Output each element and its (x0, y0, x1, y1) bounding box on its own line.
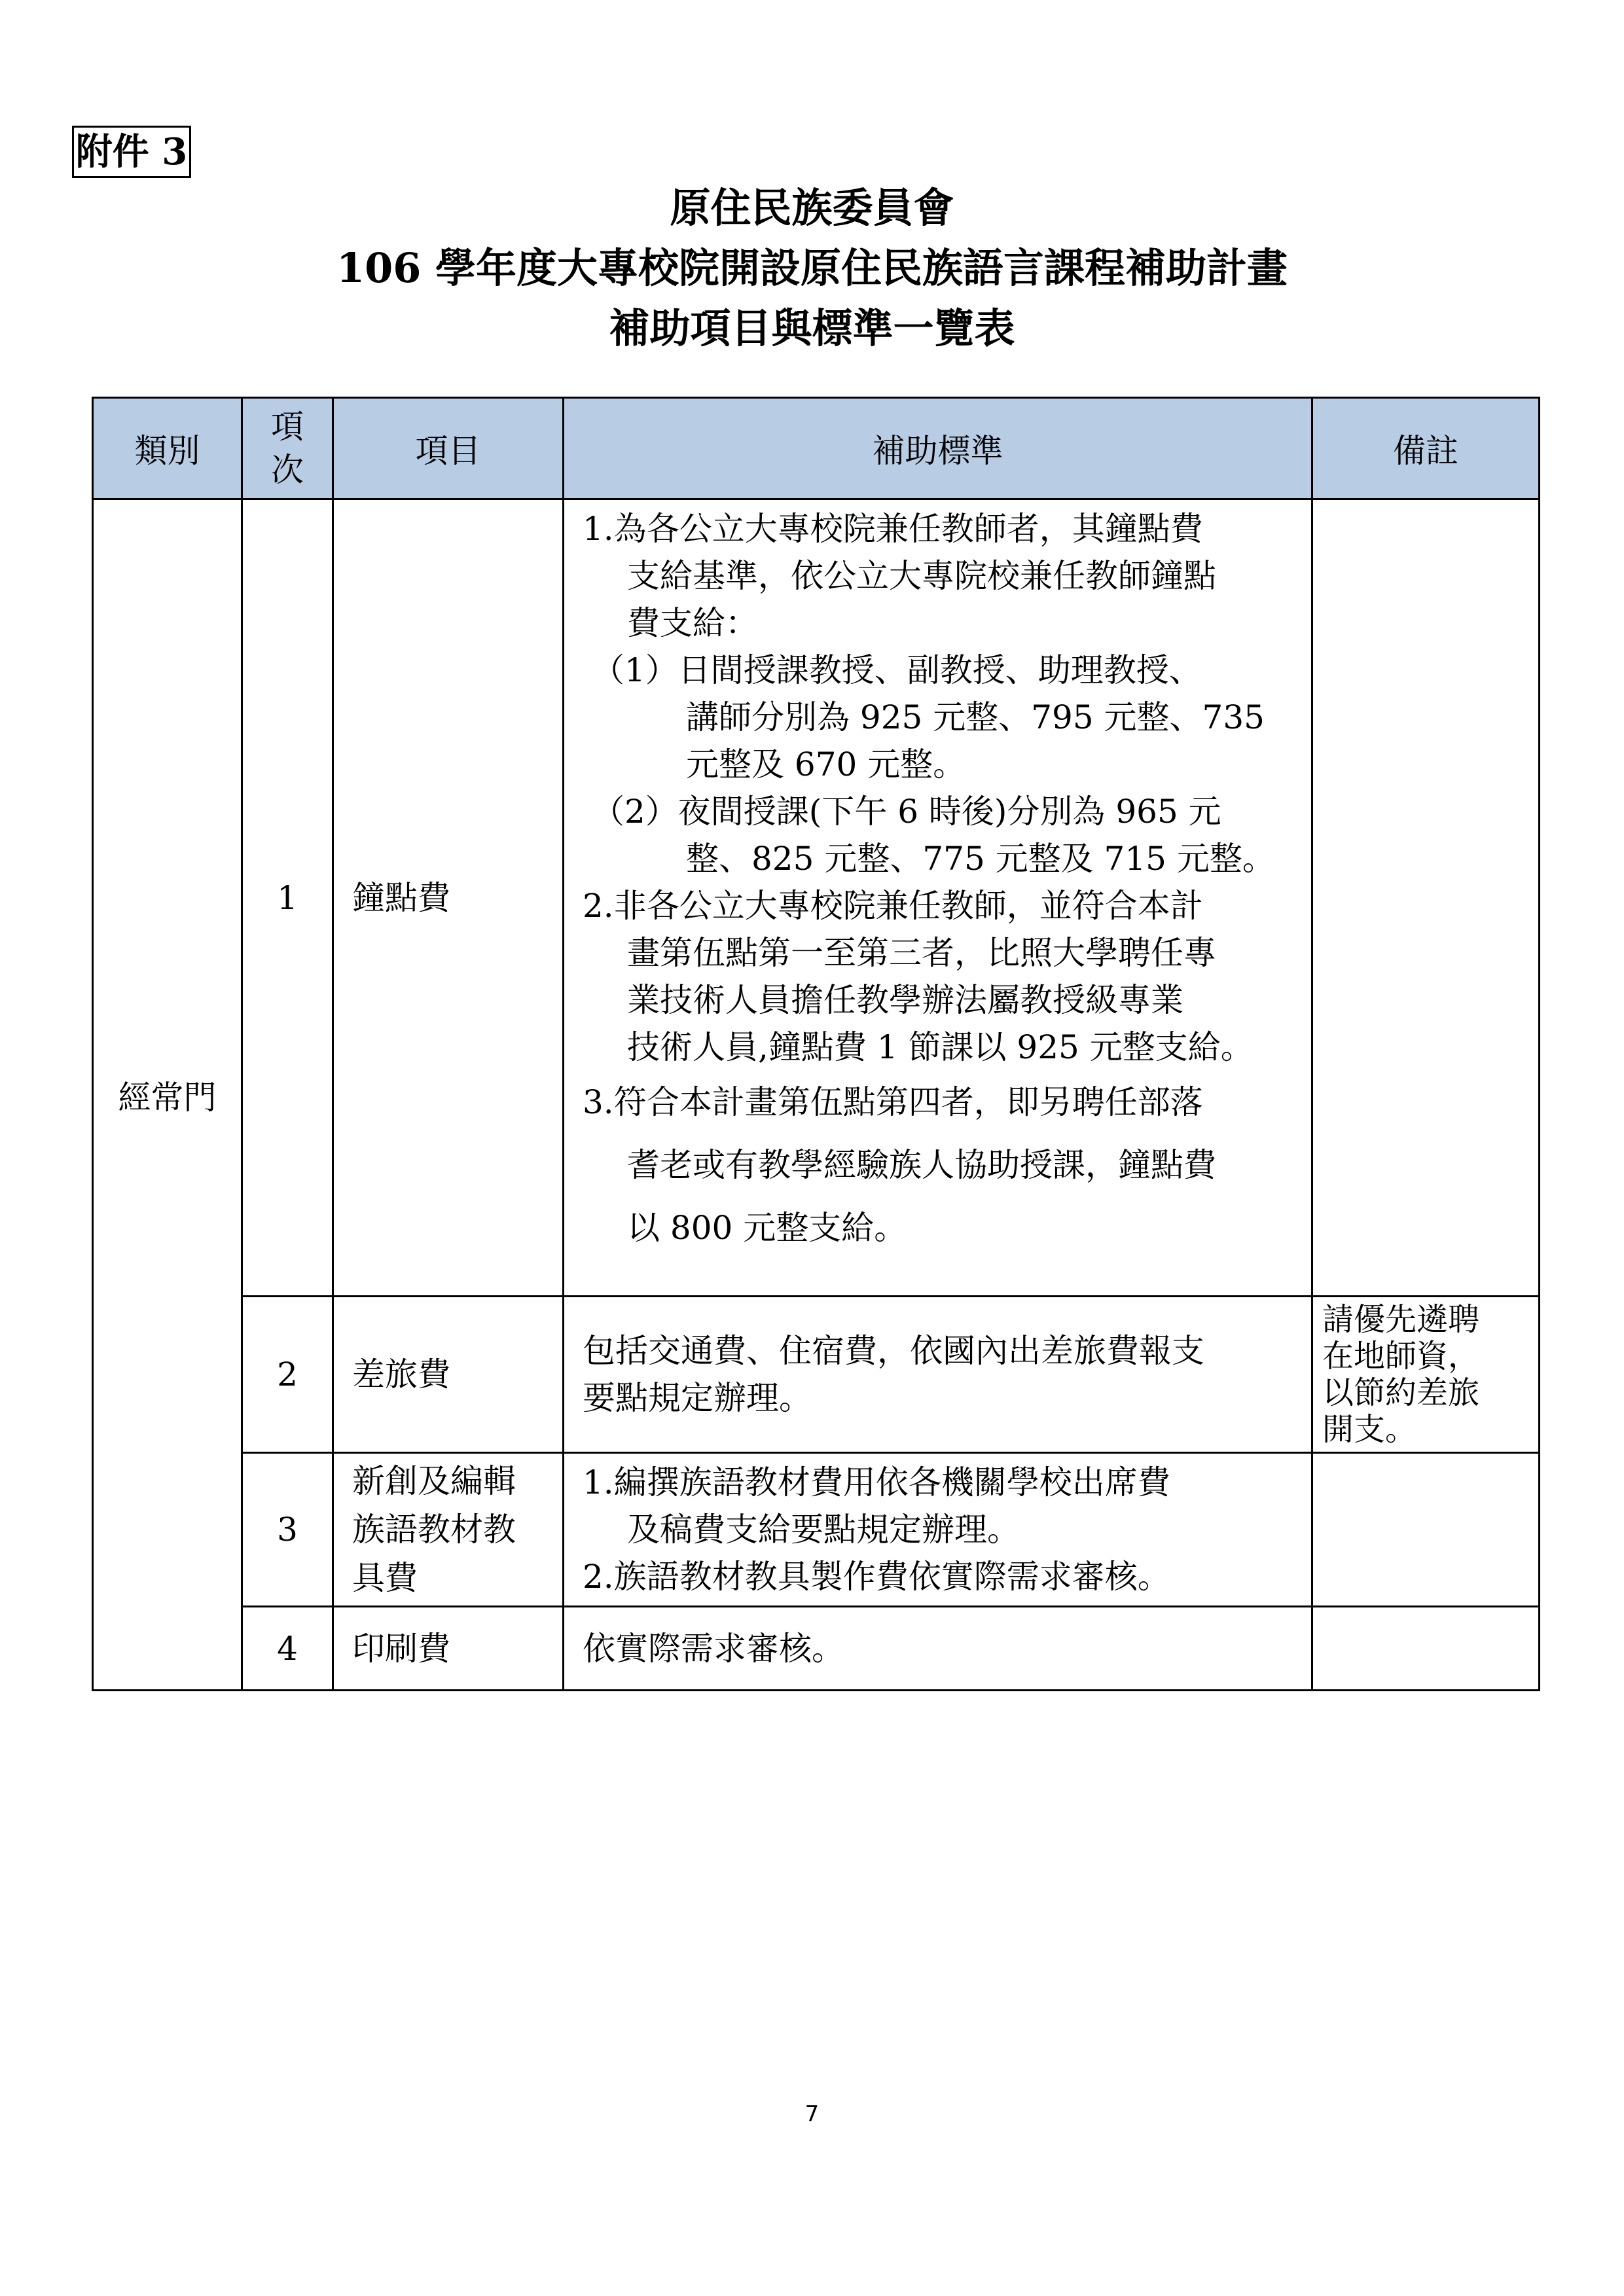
row-item: 鐘點費 (333, 499, 564, 1297)
row-number: 4 (242, 1607, 333, 1691)
row-note (1312, 1297, 1540, 1453)
std-line: 以 800 元整支給。 (627, 1209, 907, 1247)
std-line: 支給基準，依公立大專院校兼任教師鐘點 (627, 557, 1216, 595)
row-standard (564, 499, 1312, 1297)
note-line: 開支。 (1322, 1411, 1417, 1448)
std-line: 1.編撰族語教材費用依各機關學校出席費 (583, 1463, 1170, 1501)
std-line: 畫第伍點第一至第三者，比照大學聘任專 (627, 934, 1216, 972)
subsidy-table (92, 397, 1540, 1691)
item-line: 新創及編輯 (352, 1462, 516, 1500)
table-header-row (93, 398, 1540, 499)
table-row (93, 1297, 1540, 1453)
note-line: 以節約差旅 (1322, 1374, 1480, 1411)
note-line: 請優先遴聘 (1322, 1301, 1480, 1338)
std-line: 整、825 元整、775 元整及 715 元整。 (686, 840, 1275, 878)
std-line: 業技術人員擔任教學辦法屬教授級專業 (627, 981, 1183, 1019)
std-line: 包括交通費、住宿費，依國內出差旅費報支 (583, 1332, 1204, 1370)
title-organization: 原住民族委員會 (670, 184, 954, 232)
attachment-label: 附件 3 (72, 126, 191, 178)
row-standard (564, 1607, 1312, 1691)
title-program: 106 學年度大專校院開設原住民族語言課程補助計畫 (336, 244, 1288, 292)
row-note (1312, 1607, 1540, 1691)
header-standard: 補助標準 (564, 398, 1312, 499)
std-line: 1.為各公立大專校院兼任教師者，其鐘點費 (583, 510, 1203, 548)
std-line: 2.非各公立大專校院兼任教師，並符合本計 (583, 887, 1203, 925)
std-line: 要點規定辦理。 (583, 1379, 812, 1417)
std-line: 元整及 670 元整。 (686, 745, 966, 783)
std-line: 及稿費支給要點規定辦理。 (627, 1511, 1020, 1549)
item-line: 族語教材教 (352, 1511, 516, 1549)
row-note (1312, 1453, 1540, 1607)
std-line: 技術人員,鐘點費 1 節課以 925 元整支給。 (627, 1028, 1254, 1066)
note-line: 在地師資， (1322, 1338, 1480, 1374)
row-item: 印刷費 (333, 1607, 564, 1691)
header-note: 備註 (1312, 398, 1540, 499)
title-table-name: 補助項目與標準一覽表 (609, 304, 1015, 352)
row-number: 3 (242, 1453, 333, 1607)
row-item (333, 1453, 564, 1607)
header-item: 項目 (333, 398, 564, 499)
header-no-line2: 次 (271, 451, 304, 489)
std-line: 講師分別為 925 元整、795 元整、735 (686, 698, 1265, 736)
row-item: 差旅費 (333, 1297, 564, 1453)
category-cell: 經常門 (93, 499, 242, 1691)
header-no-line1: 項 (271, 408, 304, 446)
header-category: 類別 (93, 398, 242, 499)
row-standard (564, 1453, 1312, 1607)
table-row (93, 1607, 1540, 1691)
table-row (93, 499, 1540, 1297)
std-line: （1）日間授課教授、副教授、助理教授、 (592, 651, 1202, 689)
std-line: 2.族語教材教具製作費依實際需求審核。 (583, 1558, 1170, 1596)
row-standard (564, 1297, 1312, 1453)
std-line: 耆老或有教學經驗族人協助授課，鐘點費 (627, 1146, 1216, 1184)
row-note (1312, 499, 1540, 1297)
std-line: 費支給： (627, 604, 758, 642)
table-row (93, 1453, 1540, 1607)
row-number: 1 (242, 499, 333, 1297)
row-number: 2 (242, 1297, 333, 1453)
item-line: 具費 (352, 1559, 418, 1597)
header-no (242, 398, 333, 499)
std-line: 依實際需求審核。 (583, 1629, 844, 1668)
std-line: （2）夜間授課(下午 6 時後)分別為 965 元 (592, 793, 1221, 831)
std-line: 3.符合本計畫第伍點第四者，即另聘任部落 (583, 1083, 1203, 1121)
page-number: 7 (804, 2101, 820, 2127)
